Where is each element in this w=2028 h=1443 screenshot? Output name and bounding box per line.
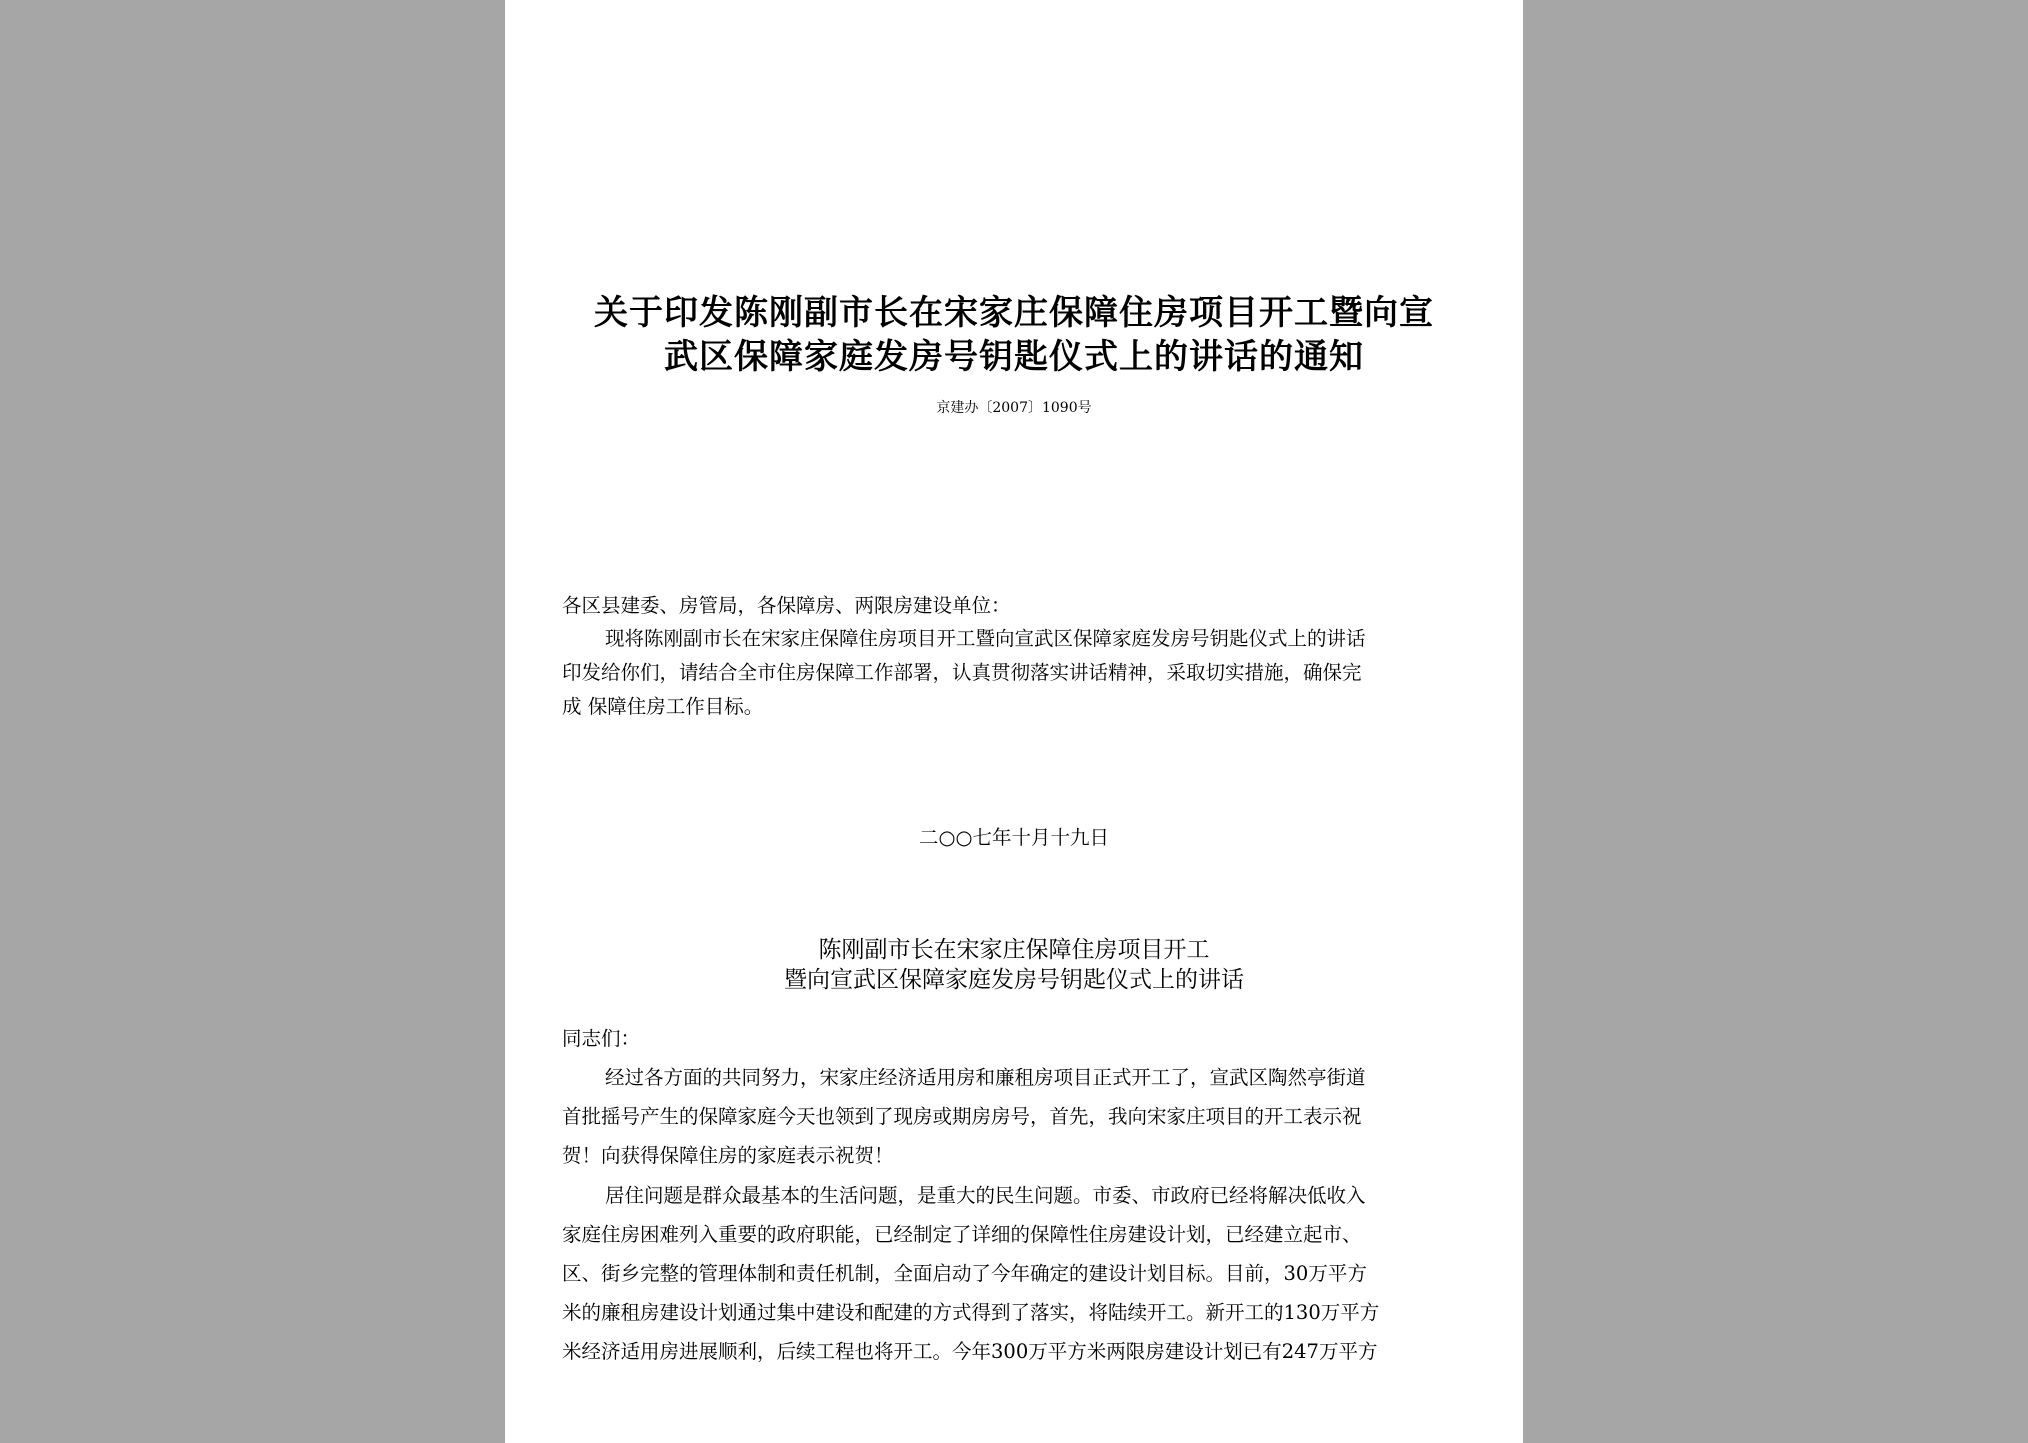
- document-number: 京建办〔2007〕1090号: [936, 400, 1092, 416]
- speech-title-line-2: 暨向宣武区保障家庭发房号钥匙仪式上的讲话: [784, 967, 1244, 993]
- speech-para2-line-4: 米的廉租房建设计划通过集中建设和配建的方式得到了落实，将陆续开工。新开工的130万平方: [562, 1301, 1380, 1324]
- speech-para1-line-1: 经过各方面的共同努力，宋家庄经济适用房和廉租房项目正式开工了，宣武区陶然亭街道: [605, 1066, 1366, 1089]
- notice-body-line-1: 现将陈刚副市长在宋家庄保障住房项目开工暨向宣武区保障家庭发房号钥匙仪式上的讲话: [605, 627, 1366, 650]
- speech-para1-line-2: 首批摇号产生的保障家庭今天也领到了现房或期房房号，首先，我向宋家庄项目的开工表示祝: [562, 1105, 1362, 1128]
- notice-body-line-2: 印发给你们，请结合全市住房保障工作部署，认真贯彻落实讲话精神，采取切实措施，确保完: [562, 661, 1362, 684]
- speech-para2-line-3: 区、街乡完整的管理体制和责任机制，全面启动了今年确定的建设计划目标。目前，30万平方: [562, 1262, 1367, 1285]
- notice-title-line-2: 武区保障家庭发房号钥匙仪式上的讲话的通知: [664, 337, 1364, 377]
- issue-date: 二○○七年十月十九日: [918, 826, 1110, 849]
- speech-para2-line-1: 居住问题是群众最基本的生活问题，是重大的民生问题。市委、市政府已经将解决低收入: [605, 1184, 1366, 1207]
- document-page: [505, 0, 1523, 1443]
- speech-para1-line-3: 贺！向获得保障住房的家庭表示祝贺！: [562, 1144, 894, 1167]
- notice-body-line-3: 成 保障住房工作目标。: [562, 695, 764, 718]
- speech-para2-line-2: 家庭住房困难列入重要的政府职能，已经制定了详细的保障性住房建设计划，已经建立起市、: [562, 1223, 1362, 1246]
- notice-title-line-1: 关于印发陈刚副市长在宋家庄保障住房项目开工暨向宣: [594, 293, 1434, 333]
- addressee: 各区县建委、房管局，各保障房、两限房建设单位：: [562, 594, 1011, 617]
- greeting: 同志们：: [562, 1027, 641, 1050]
- speech-para2-line-5: 米经济适用房进展顺利，后续工程也将开工。今年300万平方米两限房建设计划已有247万平方: [562, 1340, 1378, 1363]
- speech-title-line-1: 陈刚副市长在宋家庄保障住房项目开工: [818, 937, 1210, 963]
